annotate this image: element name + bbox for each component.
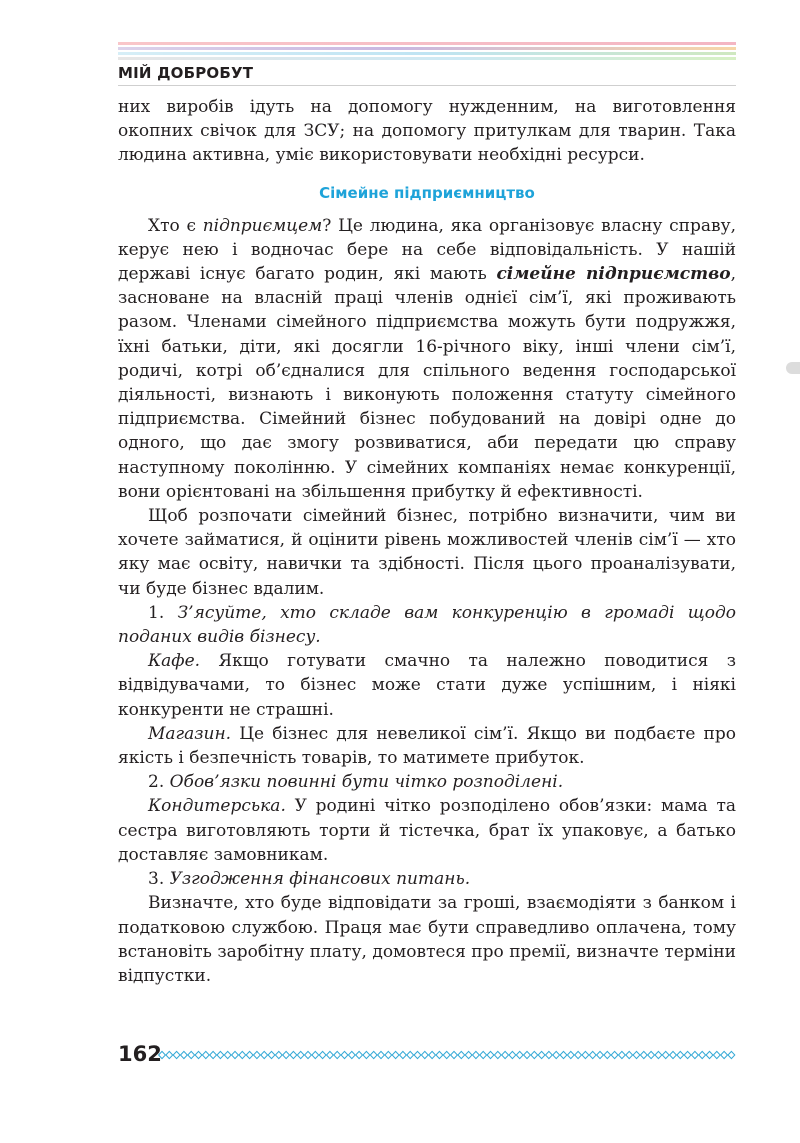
ornament-diamond xyxy=(202,1051,209,1058)
task-1: 1. З’ясуйте, хто складе вам конкуренцію в громаді щодо поданих видів бізнесу. xyxy=(118,602,737,648)
ornament-diamond xyxy=(706,1051,713,1058)
header-stripe xyxy=(118,47,736,50)
ornament-diamond xyxy=(451,1051,458,1058)
ornament-diamond xyxy=(224,1051,231,1058)
ornament-diamond xyxy=(319,1051,326,1058)
ornament-diamond xyxy=(677,1051,684,1058)
ornament-diamond xyxy=(327,1051,334,1058)
header-stripe xyxy=(118,42,736,45)
ornament-diamond xyxy=(246,1051,253,1058)
ornament-diamond xyxy=(232,1051,239,1058)
ornament-diamond xyxy=(516,1051,523,1058)
ornament-diamond xyxy=(546,1051,553,1058)
ornament-diamond xyxy=(400,1051,407,1058)
section-title: Сімейне підприємництво xyxy=(319,183,535,202)
ornament-diamond xyxy=(465,1051,472,1058)
ornament-diamond xyxy=(429,1051,436,1058)
task-3: 3. Узгодження фінансових питань. xyxy=(148,869,471,890)
ornament-diamond xyxy=(633,1051,640,1058)
ornament-diamond xyxy=(553,1051,560,1058)
ornament-diamond xyxy=(378,1051,385,1058)
ornament-diamond xyxy=(721,1051,728,1058)
header-stripes xyxy=(118,42,736,62)
paragraph-finances: Визначте, хто буде відповідати за гроші, взаємодіяти з банком і податковою службою. Праця має бути справедливо оплачена, тому встановіть заробітну плату, домовтеся про премії, визначте терміни відпустки. xyxy=(118,893,736,986)
intro-paragraph: них виробів ідуть на допомогу нужденним, на виготовлення окопних свічок для ЗСУ; на допомогу притулкам для тварин. Така людина активна, уміє використовувати необхідні ресурси. xyxy=(118,97,736,166)
ornament-diamond xyxy=(407,1051,414,1058)
ornament-diamond xyxy=(348,1051,355,1058)
header-stripe xyxy=(118,52,736,55)
ornament-diamond xyxy=(509,1051,516,1058)
ornament-diamond xyxy=(662,1051,669,1058)
header-divider xyxy=(118,85,736,86)
ornament-diamond xyxy=(210,1051,217,1058)
ornament-diamond xyxy=(640,1051,647,1058)
ornament-diamond xyxy=(370,1051,377,1058)
ornament-diamond xyxy=(159,1051,166,1058)
ornament-diamond xyxy=(684,1051,691,1058)
paragraph-entrepreneur: Хто є підприємцем? Це людина, яка організовує власну справу, керує нею і водночас бере на себе відповідальність. У нашій державі існує багато родин, які мають сімейне підприємство, засноване на власній праці членів однієї сім’ї, які проживають разом. Членами сімейного підприємства можуть бути подружжя, їхні батьки, діти, які досягли 16-річного віку, інші члени сім’ї, родичі, котрі об’єдналися для спільного ведення господарської діяльності, визнають і виконують положення статуту сімейного підприємства. Сімейний бізнес побудований на довірі одне до одного, що дає змогу розвиватися, аби передати цю справу наступному поколінню. У сімейних компаніях немає конкуренції, вони орієнтовані на збільшення прибутку й ефективності. xyxy=(118,215,737,502)
ornament-diamond xyxy=(531,1051,538,1058)
page-number: 162 xyxy=(118,1042,162,1066)
ornament-diamond xyxy=(305,1051,312,1058)
ornament-diamond xyxy=(670,1051,677,1058)
ornament-diamond xyxy=(619,1051,626,1058)
ornament-diamond xyxy=(239,1051,246,1058)
ornament-diamond xyxy=(458,1051,465,1058)
ornament-diamond xyxy=(181,1051,188,1058)
ornament-diamond xyxy=(487,1051,494,1058)
ornament-diamond xyxy=(436,1051,443,1058)
task-2: 2. Обов’язки повинні бути чітко розподілені. xyxy=(148,772,564,793)
ornament-diamond xyxy=(312,1051,319,1058)
ornament-diamond xyxy=(611,1051,618,1058)
ornament-diamond xyxy=(254,1051,261,1058)
ornament-diamond xyxy=(560,1051,567,1058)
ornament-diamond xyxy=(494,1051,501,1058)
ornament-diamond xyxy=(480,1051,487,1058)
ornament-diamond xyxy=(385,1051,392,1058)
ornament-diamond xyxy=(275,1051,282,1058)
ornament-diamond xyxy=(538,1051,545,1058)
ornament-diamond xyxy=(290,1051,297,1058)
ornament-diamond xyxy=(363,1051,370,1058)
ornament-diamond xyxy=(692,1051,699,1058)
example-cafe: Кафе. Якщо готувати смачно та належно поводитися з відвідувачами, то бізнес може стати дуже успішним, і ніякі конкуренти не страшні. xyxy=(118,651,736,720)
ornament-diamond xyxy=(648,1051,655,1058)
running-header: МІЙ ДОБРОБУТ xyxy=(118,64,254,82)
example-confectionery: Кондитерська. У родині чітко розподілено обов’язки: мама та сестра виготовляють торти й тістечка, брат їх упаковує, а батько доставляє замовникам. xyxy=(118,796,736,865)
ornament-diamond xyxy=(414,1051,421,1058)
ornament-diamond xyxy=(297,1051,304,1058)
term-family-enterprise: сімейне підприємство xyxy=(496,264,731,285)
ornament-diamond xyxy=(341,1051,348,1058)
ornament-diamond xyxy=(217,1051,224,1058)
ornament-diamond xyxy=(392,1051,399,1058)
ornament-diamond xyxy=(582,1051,589,1058)
ornament-diamond xyxy=(166,1051,173,1058)
ornament-diamond xyxy=(589,1051,596,1058)
ornament-diamond xyxy=(261,1051,268,1058)
ornament-diamond xyxy=(597,1051,604,1058)
term-entrepreneur: підприємцем xyxy=(202,215,323,236)
ornament-diamond xyxy=(356,1051,363,1058)
header-stripe xyxy=(118,57,736,60)
ornament-diamond xyxy=(713,1051,720,1058)
footer-ornament xyxy=(158,1049,736,1061)
ornament-diamond xyxy=(173,1051,180,1058)
ornament-diamond xyxy=(699,1051,706,1058)
ornament-diamond xyxy=(188,1051,195,1058)
example-shop: Магазин. Це бізнес для невеликої сім’ї. Якщо ви подбаєте про якість і безпечність товарів, то матимете прибуток. xyxy=(118,723,736,769)
ornament-diamond xyxy=(195,1051,202,1058)
ornament-diamond xyxy=(443,1051,450,1058)
ornament-diamond xyxy=(575,1051,582,1058)
ornament-diamond xyxy=(626,1051,633,1058)
ornament-diamond xyxy=(421,1051,428,1058)
page-edge-tab xyxy=(786,362,800,374)
ornament-diamond xyxy=(268,1051,275,1058)
ornament-diamond xyxy=(604,1051,611,1058)
ornament-diamond xyxy=(567,1051,574,1058)
ornament-diamond xyxy=(283,1051,290,1058)
ornament-diamond xyxy=(524,1051,531,1058)
ornament-diamond xyxy=(334,1051,341,1058)
page-body xyxy=(118,95,736,988)
paragraph-start-business: Щоб розпочати сімейний бізнес, потрібно визначити, чим ви хочете займатися, й оцінити рівень можливостей членів сім’ї — хто яку має освіту, навички та здібності. Після цього проаналізувати, чи буде бізнес вдалим. xyxy=(118,506,736,599)
ornament-diamond xyxy=(473,1051,480,1058)
ornament-diamond xyxy=(728,1051,735,1058)
ornament-diamond xyxy=(655,1051,662,1058)
ornament-diamond xyxy=(502,1051,509,1058)
